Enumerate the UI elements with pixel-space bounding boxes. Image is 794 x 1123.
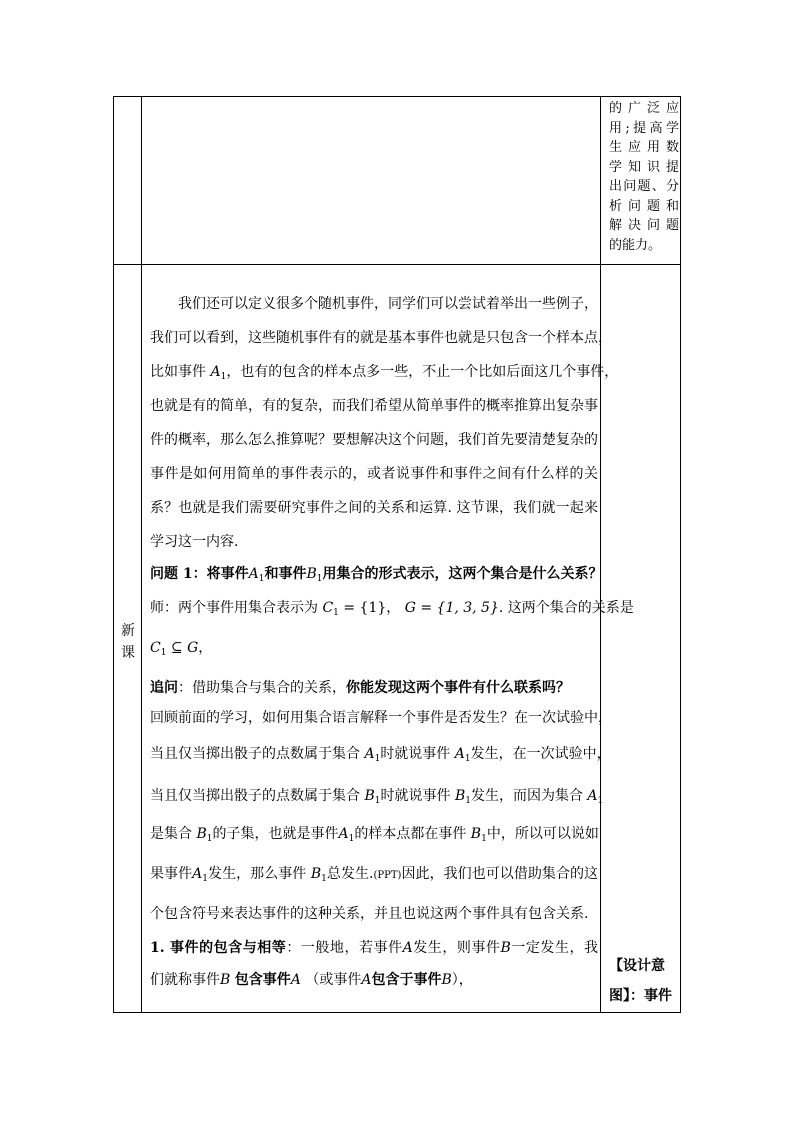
design-note-line: 【设计意 [609, 958, 665, 974]
math-symbol: $A_1$ [338, 826, 355, 844]
review-line: 个包含符号来表达事件的这种关系，并且也说这两个事件具有包含关系. [150, 906, 589, 922]
review-line [150, 743, 611, 764]
math-symbol: $B_1$ [196, 826, 213, 844]
math-symbol: A [290, 972, 301, 988]
intro-line: 件的概率，那么怎么推算呢？要想解决这个问题，我们首先要清楚复杂的 [150, 432, 598, 448]
text-span: 发生，那么事件 [208, 866, 307, 882]
note-line: 生应用数 [609, 140, 679, 155]
column-divider-1 [141, 97, 142, 1012]
math-symbol: B [220, 972, 231, 988]
section-label [114, 620, 142, 664]
math-symbol: $B_1$ [470, 826, 487, 844]
math-symbol: $A_1$ [454, 746, 471, 764]
section-label-char: 课 [121, 645, 135, 661]
math-symbol: $B_1$ [364, 788, 381, 806]
math-symbol: $B_1$ [310, 866, 327, 884]
math-expression: G = {1, 3, 5} [404, 600, 499, 616]
math-expression: $C_1$ ⊆ G [150, 640, 199, 658]
intro-line: 事件是如何用简单的事件表示的，或者说事件和事件之间有什么样的关 [150, 466, 598, 482]
text-span: ：借助集合与集合的关系， [178, 680, 346, 696]
review-line [150, 823, 598, 844]
intro-line: 系？也就是我们需要研究事件之间的关系和运算. 这节课，我们就一起来 [150, 500, 598, 516]
intro-line: 我们还可以定义很多个随机事件，同学们可以尝试着举出一些例子， [178, 296, 598, 312]
note-line: 解决问题 [609, 218, 679, 233]
note-line: 学知识提 [609, 159, 679, 175]
text-span: 用集合的形式表示，这两个集合是什么关系？ [322, 566, 603, 582]
note-line: 出问题、分 [609, 179, 679, 194]
top-design-note [609, 99, 679, 255]
text-span: 一定发生，我 [510, 940, 599, 956]
text-span: 1. 事件的包含与相等 [150, 940, 287, 956]
question-1 [150, 563, 603, 584]
math-symbol: $B_1$ [454, 788, 471, 806]
text-span: 因此，我们也可以借助集合的这 [401, 866, 599, 882]
text-span: 发生，则事件 [412, 940, 501, 956]
text-span: 时就说事件 [380, 788, 451, 804]
definition-line-2 [150, 969, 473, 989]
text-span: 师：两个事件用集合表示为 [150, 600, 318, 616]
text-span: 的样本点都在事件 [354, 826, 467, 842]
math-symbol: B [500, 940, 511, 956]
lesson-table [113, 96, 681, 1013]
review-line [150, 863, 598, 884]
text-span: ， [386, 600, 401, 616]
section-label-char: 新 [121, 623, 135, 639]
text-span: 包含于事件 [371, 972, 442, 988]
review-line: 回顾前面的学习，如何用集合语言解释一个事件是否发生？在一次试验中， [150, 710, 612, 726]
text-span: 时就说事件 [380, 746, 451, 762]
note-line: 用;提高学 [609, 120, 679, 136]
text-span: 追问 [150, 680, 178, 696]
text-span: 发生，而因为集合 [470, 788, 583, 804]
text-span: . 这两个集合的关系是 [498, 600, 634, 616]
text-span: 比如事件 [150, 364, 206, 380]
math-symbol: $A_1$ [192, 866, 208, 884]
text-span: 问题 1：将事件 [150, 566, 249, 582]
design-note-line: 图】：事件 [609, 988, 672, 1004]
math-expression: $C_1 = \{1\}$ [322, 600, 387, 618]
teacher-line-1 [150, 597, 634, 618]
text-span: 果事件 [150, 866, 193, 882]
text-span: 们就称事件 [150, 972, 220, 988]
review-line [150, 785, 604, 806]
note-line: 析问题和 [609, 198, 679, 214]
note-line: 的能力。 [609, 237, 662, 253]
intro-line: 学习这一内容. [150, 534, 239, 550]
text-span: 你能发现这两个事件有什么联系吗？ [346, 680, 570, 696]
design-intent-note [609, 955, 679, 1007]
math-symbol: $A_1$ [210, 364, 227, 382]
math-symbol: A [402, 940, 413, 956]
math-symbol: $A_1$ [587, 788, 604, 806]
text-span: 的子集，也就是事件 [212, 826, 339, 842]
text-span: (PPT) [373, 870, 402, 881]
text-span: 中，所以可以说如 [486, 826, 599, 842]
intro-line: 我们可以看到，这些随机事件有的就是基本事件也就是只包含一个样本点， [150, 330, 612, 346]
followup-question [150, 677, 570, 697]
math-symbol: $B_1$ [306, 566, 323, 584]
intro-line [150, 361, 619, 382]
note-line: 的广泛应 [609, 101, 679, 116]
text-span: ：一般地，若事件 [286, 940, 403, 956]
text-span: 包含事件 [234, 972, 291, 988]
definition-line-1 [150, 937, 598, 957]
text-span: 当且仅当掷出骰子的点数属于集合 [150, 746, 360, 762]
column-divider-2 [600, 97, 601, 1012]
text-span: ）， [451, 972, 473, 988]
text-span: 和事件 [264, 566, 307, 582]
text-span: ，也有的包含的样本点多一些，不止一个比如后面这几个事件， [226, 364, 619, 380]
math-symbol: B [441, 972, 452, 988]
lesson-body [150, 97, 634, 997]
math-symbol: $A_1$ [364, 746, 381, 764]
text-span: 是集合 [150, 826, 192, 842]
text-span: ， [198, 640, 213, 656]
text-span: （或事件 [305, 972, 362, 988]
math-symbol: A [361, 972, 372, 988]
intro-line: 也就是有的简单，有的复杂，而我们希望从简单事件的概率推算出复杂事 [150, 398, 598, 414]
text-span: 当且仅当掷出骰子的点数属于集合 [150, 788, 360, 804]
teacher-line-2 [150, 637, 212, 658]
text-span: 发生，在一次试验中， [470, 746, 611, 762]
text-span: 总发生. [326, 866, 374, 882]
math-symbol: $A_1$ [248, 566, 265, 584]
